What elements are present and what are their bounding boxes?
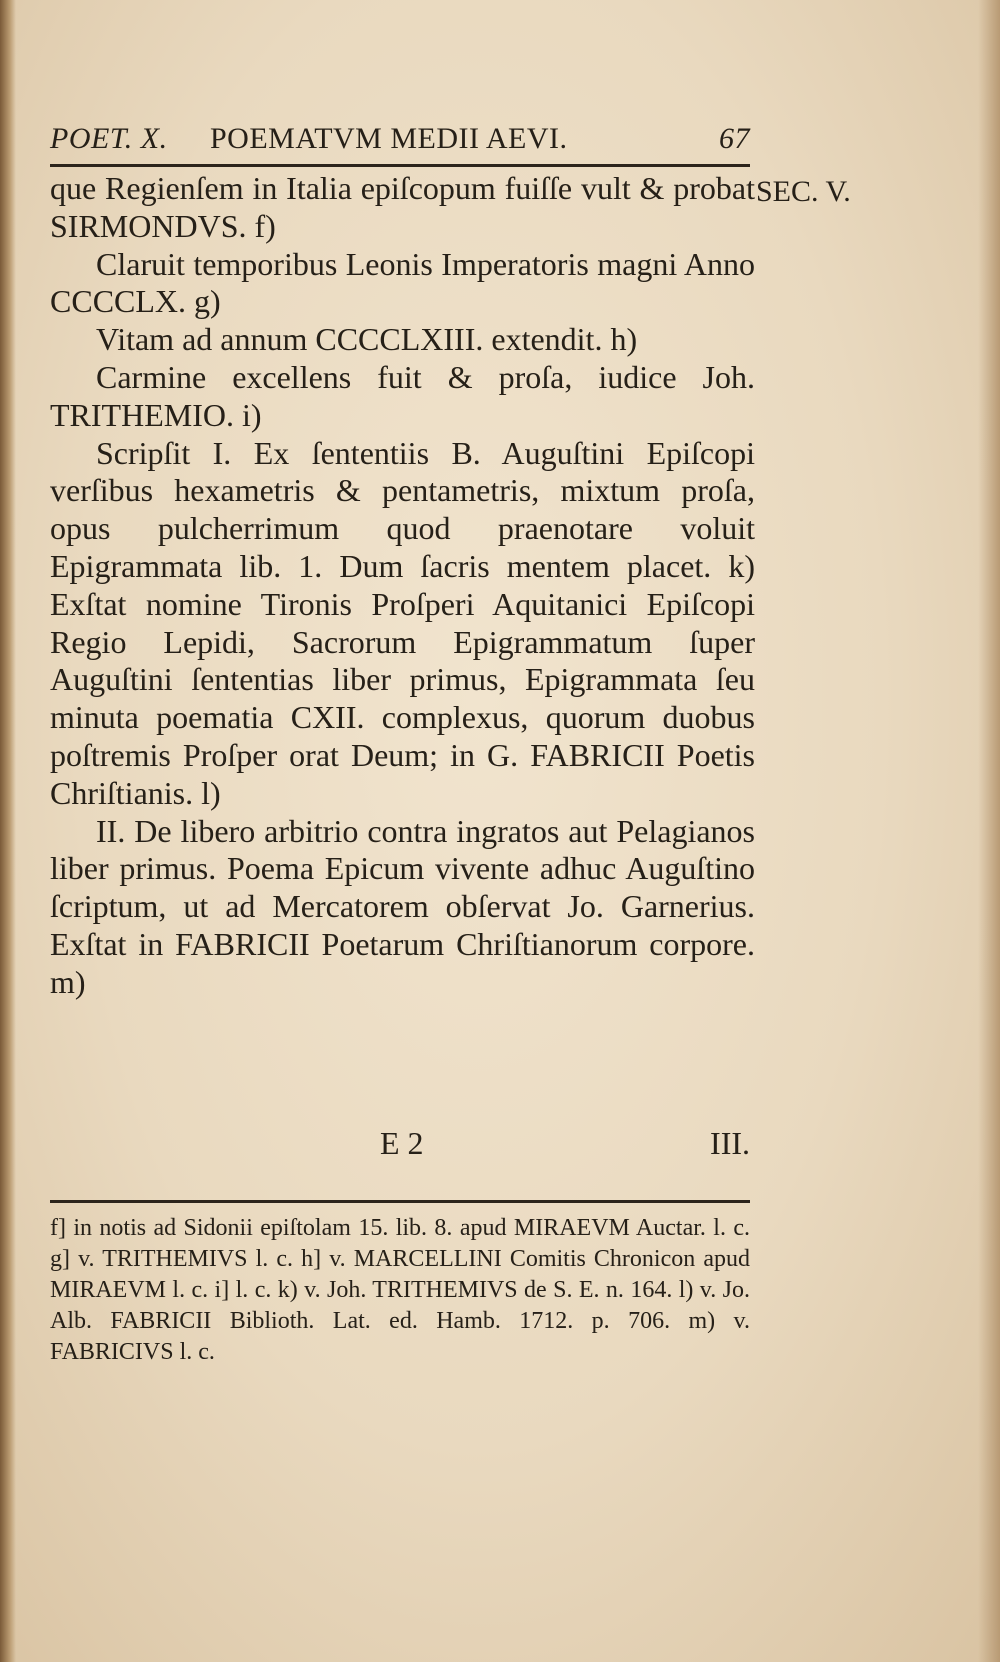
paragraph: Carmine excellens fuit & proſa, iudice Joh. TRITHEMIO. i)	[50, 358, 755, 433]
page-edge-shadow	[978, 0, 1000, 1662]
main-text	[50, 170, 755, 1115]
margin-note-century: SEC. V.	[756, 175, 851, 208]
running-head-title: POEMATVM MEDII AEVI.	[210, 122, 568, 155]
paragraph: Claruit temporibus Leonis Imperatoris magni Anno CCCCLX. g)	[50, 245, 755, 320]
page-gutter-shadow	[0, 0, 16, 1662]
signature-mark: E 2	[380, 1125, 424, 1161]
footnotes	[50, 1213, 750, 1413]
page-number: 67	[719, 122, 750, 155]
footnote-text: f] in notis ad Sidonii epiſtolam 15. lib. 8. apud MIRAEVM Auctar. l. c. g] v. TRITHEMIVS l. c. h] v. MARCELLINI Comitis Chronicon apud MIRAEVM l. c. i] l. c. k) v. Joh. TRITHEMIVS de S. E. n. 164. l) v. Jo. Alb. FABRICII Biblioth. Lat. ed. Hamb. 1712. p. 706. m) v. FABRICIVS l. c.	[50, 1215, 750, 1365]
paragraph: II. De libero arbitrio contra ingratos aut Pelagianos liber primus. Poema Epicum vivente adhuc Auguſtino ſcriptum, ut ad Mercatorem obſervat Jo. Garnerius. Exſtat in FABRICII Poetarum Chriſtianorum corpore. m)	[50, 812, 755, 1000]
paragraph: Scripſit I. Ex ſententiis B. Auguſtini Epiſcopi verſibus hexametris & pentametris, mixtum proſa, opus pulcherrimum quod praenotare voluit Epigrammata lib. 1. Dum ſacris mentem placet. k) Exſtat nomine Tironis Proſperi Aquitanici Epiſcopi Regio Lepidi, Sacrorum Epigrammatum ſuper Auguſtini ſententias liber primus, Epigrammata ſeu minuta poematia CXII. complexus, quorum duobus poſtremis Proſper orat Deum; in G. FABRICII Poetis Chriſtianis. l)	[50, 434, 755, 811]
catchword: III.	[710, 1125, 750, 1161]
running-head-section: POET. X.	[50, 122, 168, 155]
paragraph-continuation: que Regienſem in Italia epiſcopum fuiſſe vult & probat SIRMONDVS. f)	[50, 170, 755, 244]
running-head	[50, 116, 750, 162]
header-rule	[50, 164, 750, 167]
footnote-rule	[50, 1200, 750, 1203]
page-footer	[50, 1125, 750, 1165]
paragraph: Vitam ad annum CCCCLXIII. extendit. h)	[96, 321, 638, 358]
